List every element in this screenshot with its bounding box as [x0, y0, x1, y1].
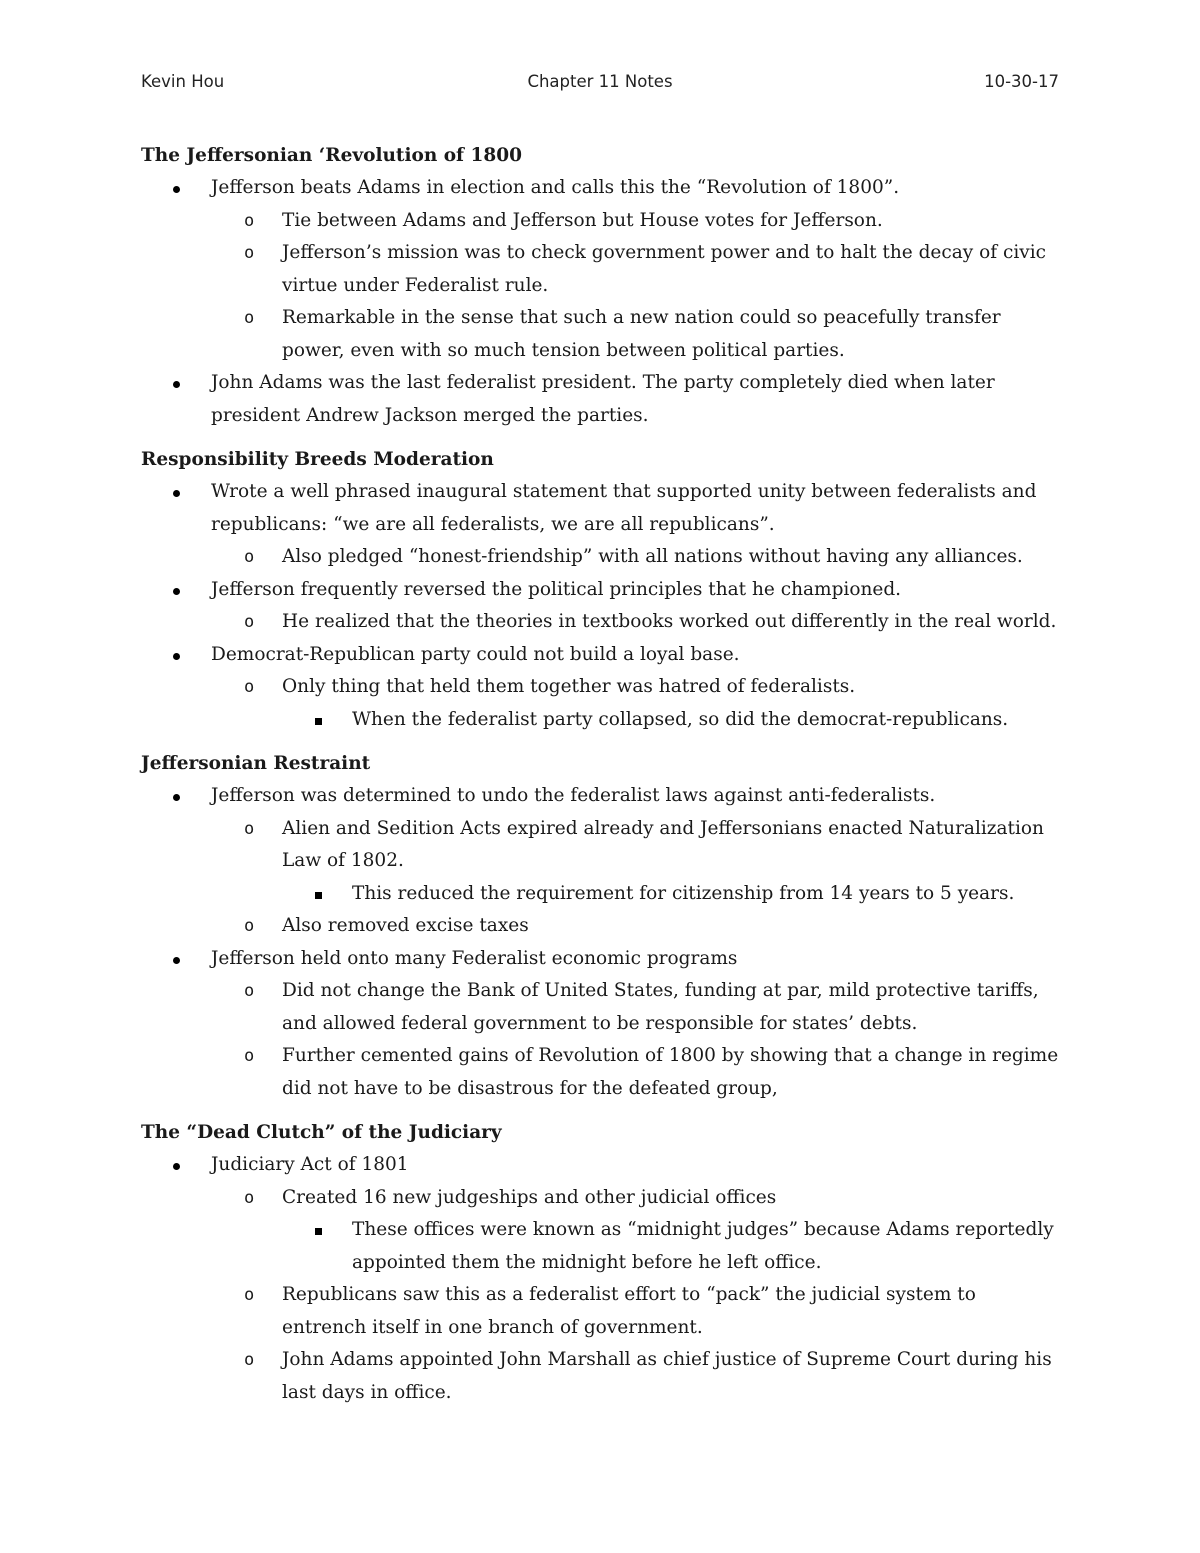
list-item-text: Created 16 new judgeships and other judicial offices	[282, 1186, 777, 1208]
notes-body	[141, 140, 1061, 1421]
list-item	[141, 1040, 1061, 1105]
hollow-bullet-icon: o	[244, 243, 255, 263]
list-item	[141, 541, 1061, 574]
list-item-text: Wrote a well phrased inaugural statement that supported unity between federalists and republicans: “we are all federalists, we are all republicans”.	[211, 481, 1037, 535]
list-item	[141, 172, 1061, 205]
list-item	[141, 813, 1061, 878]
list-item-text: Jefferson was determined to undo the federalist laws against anti-federalists.	[211, 785, 936, 806]
hollow-bullet-icon: o	[244, 818, 255, 839]
notes-section	[141, 1117, 1061, 1409]
list-item	[141, 476, 1061, 541]
list-item	[141, 237, 1061, 302]
hollow-bullet-icon: o	[244, 210, 255, 231]
list-item-text: These offices were known as “midnight judges” because Adams reportedly appointed them the midnight before he left office.	[352, 1219, 1054, 1273]
list-item-text: John Adams was the last federalist president. The party completely died when later president Andrew Jackson merged the parties.	[211, 372, 995, 426]
list-item	[141, 205, 1061, 238]
section-heading: The Jeffersonian ‘Revolution of 1800	[141, 145, 522, 166]
list-item	[141, 639, 1061, 672]
notes-section	[141, 444, 1061, 736]
filled-bullet-icon	[173, 943, 180, 976]
list-item-text: Tie between Adams and Jefferson but House votes for Jefferson.	[282, 209, 883, 231]
list-item	[141, 606, 1061, 639]
list-item-text: Judiciary Act of 1801	[211, 1154, 409, 1175]
filled-bullet-icon	[173, 639, 180, 672]
list-item	[141, 1214, 1061, 1279]
list-item-text: Democrat-Republican party could not build a loyal base.	[211, 643, 740, 665]
bullet-list	[141, 172, 1061, 432]
list-item-text: Jefferson frequently reversed the political principles that he championed.	[211, 578, 902, 600]
section-heading: The “Dead Clutch” of the Judiciary	[141, 1122, 502, 1143]
hollow-bullet-icon: o	[244, 612, 255, 632]
list-item	[141, 367, 1061, 432]
list-item-text: Jefferson’s mission was to check government power and to halt the decay of civic virtue under Federalist rule.	[282, 242, 1046, 296]
section-heading: Jeffersonian Restraint	[141, 753, 371, 774]
filled-bullet-icon	[173, 780, 180, 813]
hollow-bullet-icon: o	[244, 916, 255, 936]
list-item-text: Also removed excise taxes	[282, 915, 529, 936]
list-item-text: Did not change the Bank of United States, funding at par, mild protective tariffs, and allowed federal government to be responsible for states’ debts.	[282, 980, 1039, 1034]
list-item	[141, 302, 1061, 367]
list-item-text: John Adams appointed John Marshall as chief justice of Supreme Court during his last days in office.	[282, 1349, 1052, 1403]
section-heading: Responsibility Breeds Moderation	[141, 449, 494, 470]
list-item	[141, 1279, 1061, 1344]
list-item	[141, 878, 1061, 911]
list-item-text: Further cemented gains of Revolution of 1800 by showing that a change in regime did not have to be disastrous for the defeated group,	[282, 1045, 1059, 1099]
list-item-text: Only thing that held them together was hatred of federalists.	[282, 676, 856, 697]
hollow-bullet-icon: o	[244, 677, 255, 697]
list-item-text: Remarkable in the sense that such a new nation could so peacefully transfer power, even with so much tension between political parties.	[282, 307, 1001, 361]
header-author: Kevin Hou	[141, 72, 225, 91]
list-item-text: He realized that the theories in textbooks worked out differently in the real world.	[282, 611, 1057, 632]
list-item-text: When the federalist party collapsed, so did the democrat-republicans.	[352, 708, 1009, 730]
filled-bullet-icon	[173, 574, 180, 607]
list-item-text: This reduced the requirement for citizenship from 14 years to 5 years.	[352, 882, 1015, 904]
bullet-list	[141, 476, 1061, 736]
filled-bullet-icon	[173, 476, 180, 509]
list-item	[141, 943, 1061, 976]
bullet-list	[141, 1149, 1061, 1409]
notes-section	[141, 140, 1061, 432]
square-bullet-icon	[315, 1214, 322, 1247]
list-item	[141, 975, 1061, 1040]
square-bullet-icon	[315, 704, 322, 737]
header-date: 10-30-17	[984, 72, 1059, 91]
filled-bullet-icon	[173, 367, 180, 400]
list-item	[141, 780, 1061, 813]
hollow-bullet-icon: o	[244, 547, 255, 567]
list-item	[141, 671, 1061, 704]
filled-bullet-icon	[173, 1149, 180, 1182]
list-item	[141, 1182, 1061, 1215]
list-item	[141, 910, 1061, 943]
header-title: Chapter 11 Notes	[527, 72, 673, 91]
list-item	[141, 704, 1061, 737]
square-bullet-icon	[315, 878, 322, 911]
hollow-bullet-icon: o	[244, 1187, 255, 1208]
hollow-bullet-icon: o	[244, 308, 255, 328]
hollow-bullet-icon: o	[244, 1350, 255, 1370]
list-item	[141, 574, 1061, 607]
list-item-text: Alien and Sedition Acts expired already and Jeffersonians enacted Naturalization Law of 1802.	[282, 817, 1044, 871]
hollow-bullet-icon: o	[244, 981, 255, 1001]
list-item-text: Also pledged “honest-friendship” with all nations without having any alliances.	[282, 546, 1023, 567]
bullet-list	[141, 780, 1061, 1105]
list-item-text: Republicans saw this as a federalist effort to “pack” the judicial system to entrench itself in one branch of government.	[282, 1284, 976, 1338]
list-item	[141, 1344, 1061, 1409]
notes-section	[141, 748, 1061, 1105]
list-item-text: Jefferson held onto many Federalist economic programs	[211, 947, 738, 969]
filled-bullet-icon	[173, 172, 180, 205]
hollow-bullet-icon: o	[244, 1285, 255, 1305]
list-item-text: Jefferson beats Adams in election and calls this the “Revolution of 1800”.	[211, 177, 900, 198]
hollow-bullet-icon: o	[244, 1046, 255, 1066]
list-item	[141, 1149, 1061, 1182]
